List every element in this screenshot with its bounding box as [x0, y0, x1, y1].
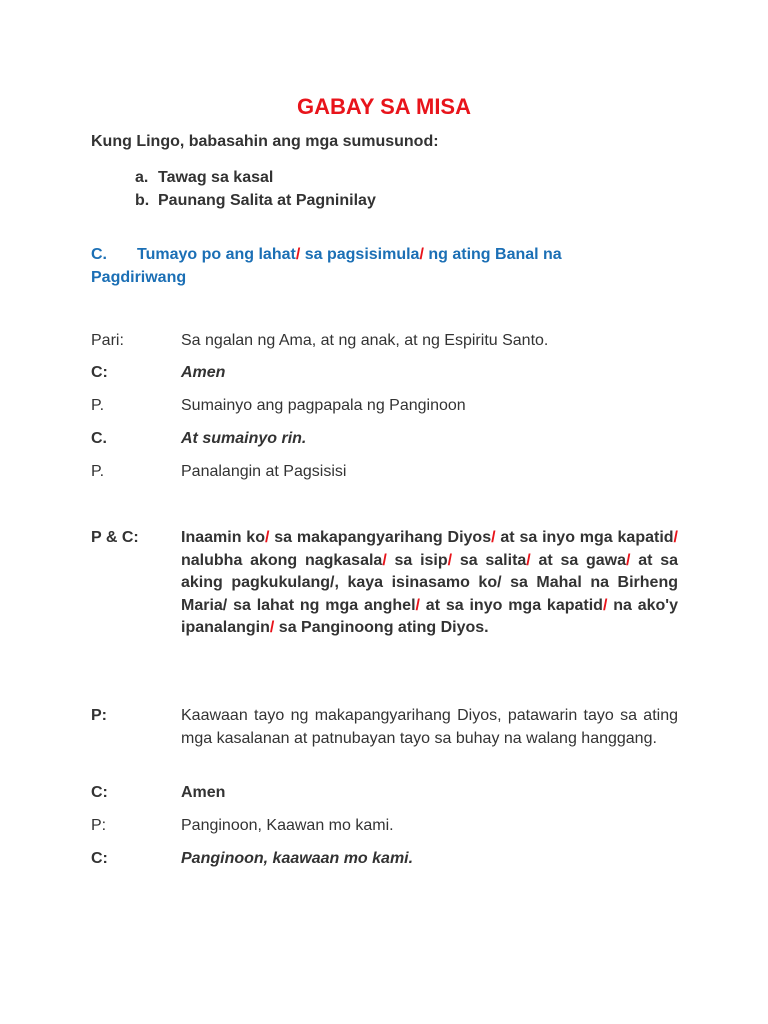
- slash-mark: /: [264, 529, 270, 546]
- speaker-label: Pari:: [91, 332, 124, 349]
- slash-mark: /: [382, 551, 387, 569]
- list-marker: a.: [135, 169, 149, 186]
- slash-mark: /: [295, 246, 301, 263]
- dialogue-text: Sa ngalan ng Ama, at ng anak, at ng Espiritu Santo.: [181, 332, 549, 349]
- dialogue-text: Sumainyo ang pagpapala ng Panginoon: [181, 397, 466, 414]
- slash-mark: /: [415, 596, 420, 614]
- dialogue-text: Amen: [181, 364, 226, 381]
- dialogue-text: At sumainyo rin.: [181, 430, 307, 447]
- section-text-part: sa pagsisimula: [300, 246, 420, 263]
- slash-mark: /: [526, 551, 531, 569]
- dialogue-text: Panginoon, Kaawan mo kami.: [181, 817, 394, 834]
- slash-mark: /: [602, 596, 608, 614]
- intro-text: Kung Lingo, babasahin ang mga sumusunod:: [91, 133, 439, 150]
- dialogue-row: [91, 848, 678, 871]
- dialogue-text: Panginoon, kaawaan mo kami.: [181, 850, 414, 867]
- speaker-label: P.: [91, 463, 105, 480]
- dialogue-row: [91, 527, 678, 640]
- dialogue-row: [91, 330, 678, 353]
- speaker-label: P & C:: [91, 529, 139, 546]
- list-item: [135, 189, 376, 212]
- section-heading: [91, 243, 631, 289]
- slash-mark: /: [447, 551, 453, 569]
- slash-mark: /: [419, 246, 424, 263]
- list-marker: b.: [135, 192, 150, 209]
- page-title: GABAY SA MISA: [296, 94, 471, 119]
- section-text-part: ng ating Banal na Pagdiriwang: [91, 246, 562, 286]
- speaker-label: C:: [91, 784, 108, 801]
- dialogue-text: Amen: [181, 784, 226, 801]
- dialogue-row: [91, 815, 678, 838]
- speaker-label: P.: [91, 397, 105, 414]
- speaker-label: C:: [91, 364, 108, 381]
- slash-mark: /: [673, 529, 678, 546]
- speaker-label: C.: [91, 430, 107, 447]
- dialogue-row: [91, 705, 678, 750]
- dialogue-row: [91, 362, 678, 385]
- dialogue-text: Kaawaan tayo ng makapangyarihang Diyos, patawarin tayo sa ating mga kasalanan at patnubayan tayo sa buhay na walang hanggang.: [181, 707, 678, 747]
- dialogue-text: Inaamin ko/ sa makapangyarihang Diyos/ at sa inyo mga kapatid/ nalubha akong nagkasala/ sa isip/ sa salita/ at sa gawa/ at sa aking pagkukulang/, kaya isinasamo ko/ sa Mahal na Birheng Maria/ sa lahat ng mga anghel/ at sa inyo mga kapatid/ na ako'y ipanalangin/ sa Panginoong ating Diyos.: [181, 529, 679, 636]
- reading-list: [135, 166, 376, 212]
- list-item: [135, 166, 376, 189]
- slash-mark: /: [269, 619, 275, 636]
- slash-mark: /: [491, 529, 496, 546]
- section-number: C.: [91, 246, 107, 263]
- dialogue-row: [91, 395, 678, 418]
- dialogue-row: [91, 782, 678, 805]
- speaker-label: P:: [91, 707, 107, 724]
- list-item-text: Tawag sa kasal: [158, 169, 274, 186]
- section-text-part: Tumayo po ang lahat: [137, 246, 296, 263]
- slash-mark: /: [626, 551, 631, 569]
- speaker-label: P:: [91, 817, 107, 834]
- list-item-text: Paunang Salita at Pagninilay: [158, 192, 376, 209]
- dialogue-row: [91, 461, 678, 484]
- dialogue-row: [91, 428, 678, 451]
- speaker-label: C:: [91, 850, 108, 867]
- dialogue-text: Panalangin at Pagsisisi: [181, 463, 347, 480]
